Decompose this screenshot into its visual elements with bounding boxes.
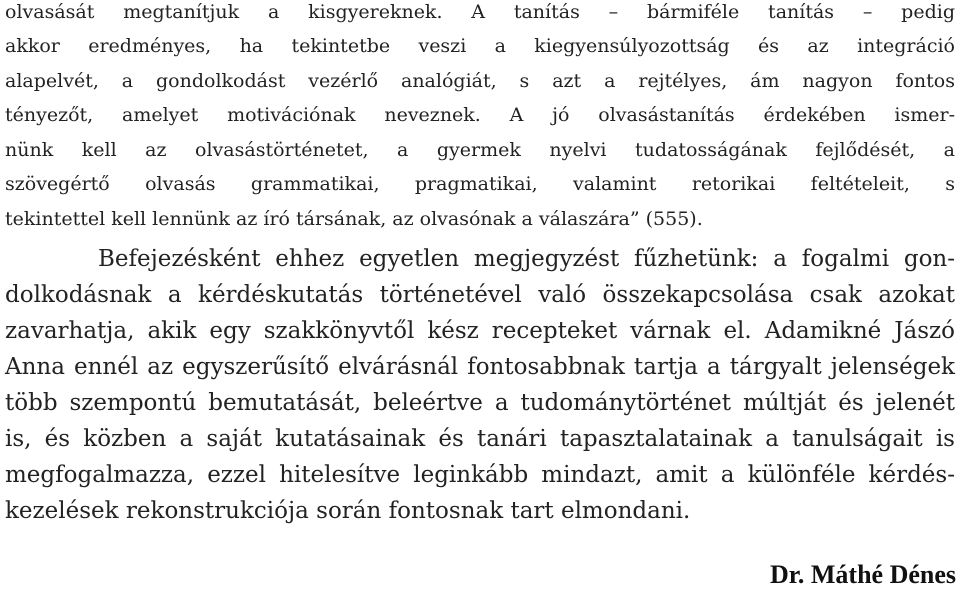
author-signature: Dr. Máthé Dénes <box>769 560 956 589</box>
paragraph2-line-3: zavarhatja, akik egy szakkönyvtől kész recepteket várnak el. Adamikné Jászó <box>5 318 955 344</box>
paragraph1-line-4: tényezőt, amelyet motivációnak neveznek. A jó olvasástanítás érdekében ismer- <box>5 104 955 126</box>
paragraph2-line-8: kezelések rekonstrukciója során fontosnak tart elmondani. <box>5 498 691 524</box>
paragraph1-line-3: alapelvét, a gondolkodást vezérlő analógiát, s azt a rejtélyes, ám nagyon fontos <box>5 70 955 92</box>
paragraph2-line-1: Befejezésként ehhez egyetlen megjegyzést fűzhetünk: a fogalmi gon- <box>98 246 955 272</box>
paragraph2-line-7: megfogalmazza, ezzel hitelesítve leginkább mindazt, amit a különféle kérdés- <box>5 462 955 488</box>
paragraph2-line-4: Anna ennél az egyszerűsítő elvárásnál fontosabbnak tartja a tárgyalt jelenségek <box>5 354 955 380</box>
paragraph1-line-6: szövegértő olvasás grammatikai, pragmatikai, valamint retorikai feltételeit, s <box>5 173 955 195</box>
paragraph1-line-2: akkor eredményes, ha tekintetbe veszi a kiegyensúlyozottság és az integráció <box>5 35 955 57</box>
paragraph1-line-1: olvasását megtanítjuk a kisgyereknek. A tanítás – bármiféle tanítás – pedig <box>5 1 955 23</box>
paragraph2-line-5: több szempontú bemutatását, beleértve a tudománytörténet múltját és jelenét <box>5 390 955 416</box>
paragraph1-line-5: nünk kell az olvasástörténetet, a gyermek nyelvi tudatosságának fejlődését, a <box>5 139 955 161</box>
paragraph2-line-2: dolkodásnak a kérdéskutatás történetével való összekapcsolása csak azokat <box>5 282 955 308</box>
paragraph2-line-6: is, és közben a saját kutatásainak és tanári tapasztalatainak a tanulságait is <box>5 426 955 452</box>
paragraph1-line-7: tekintettel kell lennünk az író társának, az olvasónak a válaszára” (555). <box>5 208 703 230</box>
